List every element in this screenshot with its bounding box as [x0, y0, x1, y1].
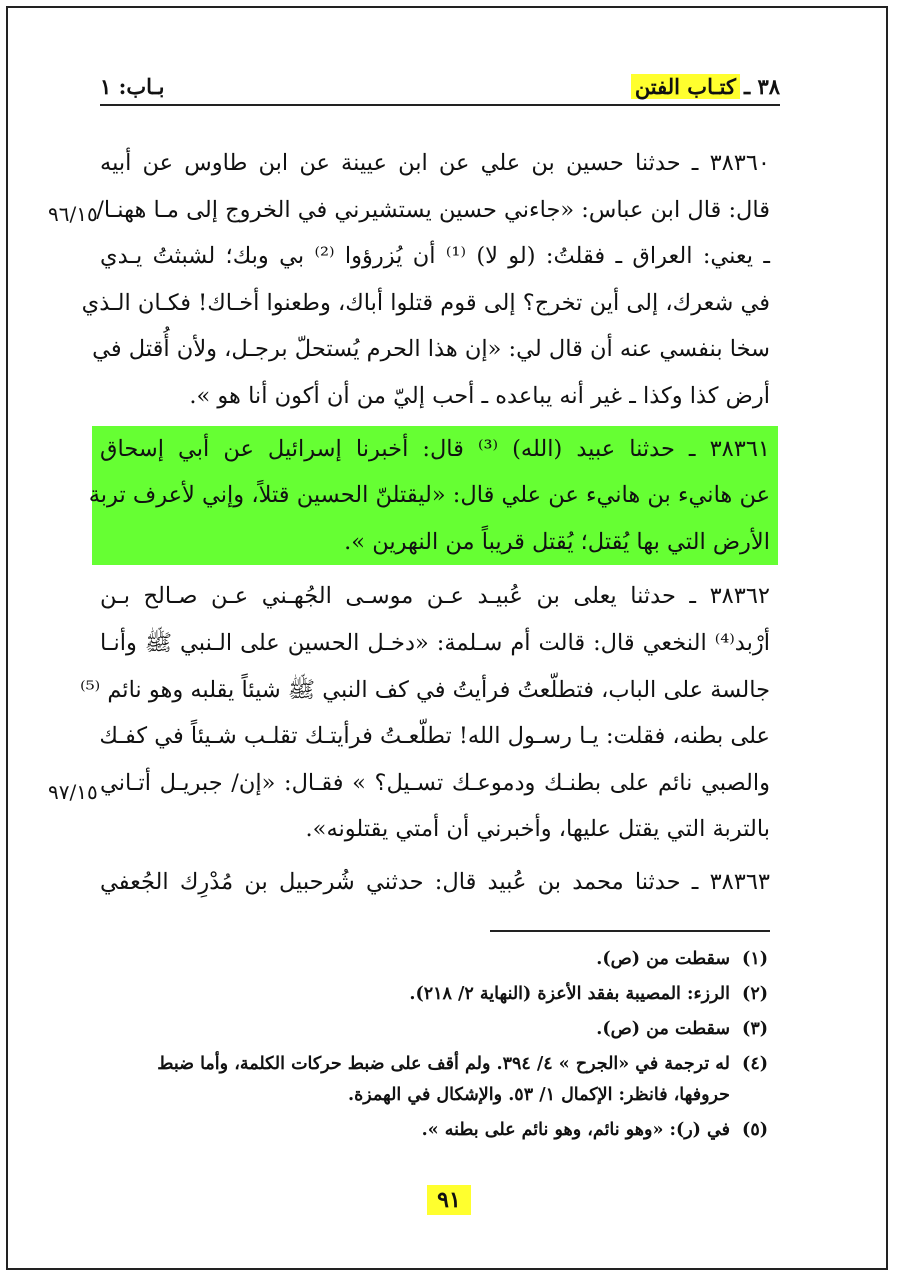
footnote-rule: [490, 930, 770, 932]
margin-reference: ٩٧/١٥: [48, 780, 98, 804]
footnote: [100, 944, 768, 975]
footnote-text: الرزء: المصيبة بفقد الأعزة (النهاية ٢/ ٢١٨).: [409, 984, 730, 1004]
text-line: ٣٨٣٦١ ـ حدثنا عبيد (الله) ⁽³⁾ قال: أخبرنا إسرائيل عن أبي إسحاق: [100, 435, 770, 462]
text-line: عن هانيء بن هانيء عن علي قال: «ليقتلنّ الحسين قتلاً، وإني لأعرف تربة: [88, 482, 770, 509]
text-line: على بطنه، فقلت: يـا رسـول الله! تطلّعـتُ فرأيتـك تقلـب شـيئاً في كفـك: [99, 723, 770, 750]
text-line: أرض كذا وكذا ـ غير أنه يباعده ـ أحب إليّ من أن أكون أنا هو ».: [189, 382, 770, 409]
book-title: كتـاب الفتن: [631, 74, 740, 99]
hadith-38363: [100, 859, 770, 906]
chapter-label: بـاب: ١: [100, 73, 165, 99]
text-line: ـ يعني: العراق ـ فقلتُ: (لو لا) ⁽¹⁾ أن يُزرؤوا ⁽²⁾ بي وبك؛ لشبثتُ يـدي: [100, 243, 770, 270]
footnote-number: (١): [742, 949, 768, 969]
footnote: [100, 1049, 768, 1111]
text-line: قال: قال ابن عباس: «جاءني حسين يستشيرني في الخروج إلى مـا ههنـا/: [96, 196, 770, 223]
text-line: الأرض التي بها يُقتل؛ يُقتل قريباً من النهرين ».: [344, 528, 770, 555]
text-line: أرْبد⁽⁴⁾ النخعي قال: قالت أم سـلمة: «دخـل الحسين على الـنبي ﷺ وأنـا: [100, 629, 770, 656]
footnotes: [100, 944, 768, 1150]
running-header: [100, 68, 780, 104]
hadith-38362: [80, 573, 770, 853]
page-number: ٩١: [427, 1185, 471, 1215]
footnote-number: (٤): [742, 1054, 768, 1074]
footnote: [100, 979, 768, 1010]
footnote-number: (٢): [742, 984, 768, 1004]
footnote-text: له ترجمة في «الجرح » ٤/ ٣٩٤. ولم أقف على ضبط حركات الكلمة، وأما ضبط حروفها، فانظر: الإكمال ١/ ٥٣. والإشكال في الهمزة.: [157, 1054, 730, 1105]
footnote-text: في (ر): «وهو نائم، وهو نائم على بطنه ».: [421, 1120, 730, 1140]
header-rule: [100, 104, 780, 106]
text-line: سخا بنفسي عنه أن قال لي: «إن هذا الحرم يُستحلّ برجـل، ولأن أُقتل في: [92, 336, 770, 363]
hadith-38361-highlighted: [88, 426, 778, 566]
text-line: في شعرك، إلى أين تخرج؟ إلى قوم قتلوا أباك، وطعنوا أخـاك! فكـان الـذي: [81, 289, 770, 316]
text-line: جالسة على الباب، فتطلّعتُ فرأيتُ في كف النبي ﷺ شيئاً يقلبه وهو نائم ⁽⁵⁾: [80, 676, 770, 703]
text-line: ٣٨٣٦٢ ـ حدثنا يعلى بن عُبيـد عـن موسـى الجُهـني عـن صـالح بـن: [100, 583, 770, 610]
book-number: ٣٨ ـ: [743, 73, 780, 99]
footnote-number: (٥): [742, 1120, 768, 1140]
footnote-number: (٣): [742, 1019, 768, 1039]
margin-reference: ٩٦/١٥: [48, 202, 98, 226]
footnote: [100, 1014, 768, 1045]
page-number-container: [0, 1187, 898, 1213]
text-line: والصبي نائم على بطنـك ودموعـك تسـيل؟ » فقـال: «إن/ جبريـل أتـاني: [100, 769, 770, 796]
footnote-text: سقطت من (ص).: [596, 949, 730, 969]
text-line: ٣٨٣٦٣ ـ حدثنا محمد بن عُبيد قال: حدثني شُرحبيل بن مُدْرِك الجُعفي: [100, 868, 770, 895]
footnote-text: سقطت من (ص).: [596, 1019, 730, 1039]
text-line: بالتربة التي يقتل عليها، وأخبرني أن أمتي يقتلونه».: [305, 816, 770, 843]
text-line: ٣٨٣٦٠ ـ حدثنا حسين بن علي عن ابن عيينة عن ابن طاوس عن أبيه: [100, 150, 770, 176]
main-text: [80, 140, 770, 912]
hadith-38360: [81, 140, 770, 420]
book-title-group: [631, 74, 780, 99]
footnote: [100, 1115, 768, 1146]
